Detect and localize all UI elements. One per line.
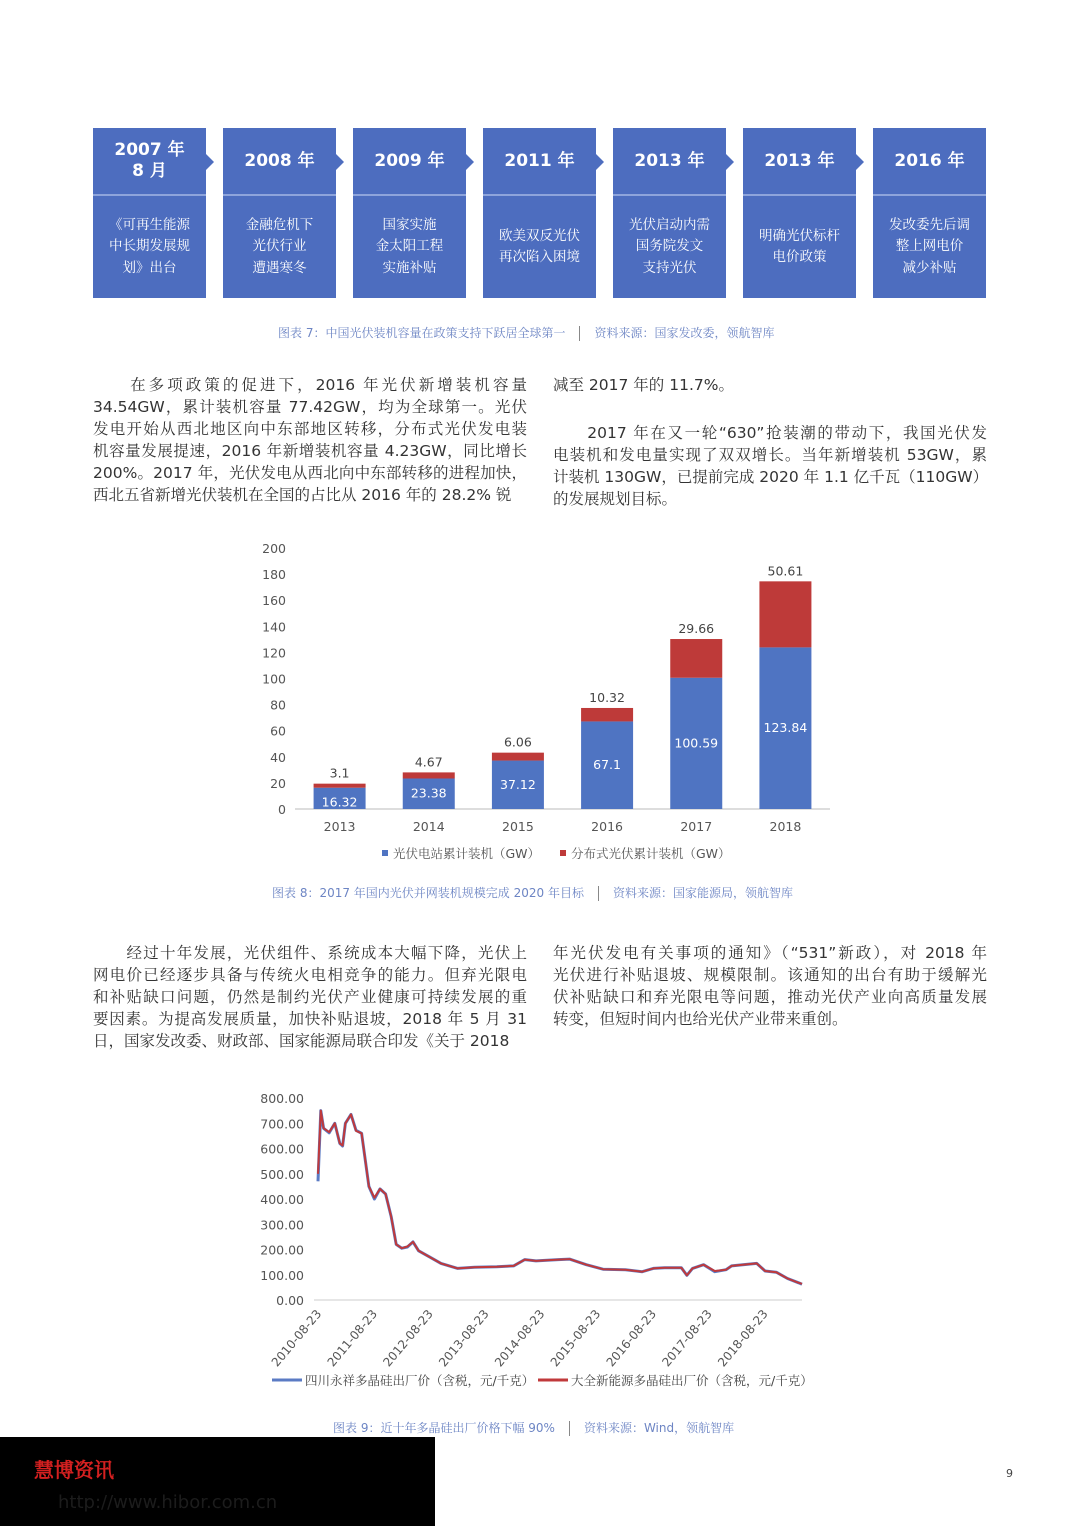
month-label: 8 月: [132, 161, 167, 181]
timeline-year: [743, 128, 856, 196]
caption-title: 图表 9：近十年多晶硅出厂价格下幅 90%: [333, 1421, 555, 1435]
text-line: 发电开始从西北地区向中东部地区转移，分布式光伏发电装: [93, 420, 527, 438]
arrow-icon: [856, 154, 864, 170]
caption-title: 图表 8：2017 年国内光伏并网装机规模完成 2020 年目标: [272, 886, 584, 900]
bar-value-label: 4.67: [414, 754, 443, 770]
bar-value-label: 100.59: [674, 735, 719, 751]
bar-value-label: 10.32: [589, 689, 625, 705]
caption-source: 资料来源：国家发改委，领航智库: [594, 326, 775, 340]
description-line: 金融危机下: [245, 216, 314, 233]
timeline-year: [223, 128, 336, 196]
timeline-item: [613, 128, 726, 298]
text-line: 2017 年在又一轮“630”抢装潮的带动下，我国光伏发: [553, 424, 987, 442]
x-tick-label: 2013: [323, 819, 356, 834]
timeline-year: [353, 128, 466, 196]
bar-segment: [403, 772, 455, 778]
y-tick-label: 0.00: [276, 1293, 304, 1308]
page-number: 9: [1006, 1467, 1013, 1480]
x-tick-label: 2012-08-23: [380, 1306, 436, 1370]
bar-segment: [492, 753, 544, 761]
x-tick-label: 2015: [502, 819, 534, 834]
bar-value-label: 50.61: [767, 563, 804, 579]
y-tick-label: 20: [270, 775, 286, 791]
y-tick-label: 800.00: [260, 1091, 304, 1106]
y-tick-label: 140: [262, 619, 286, 635]
description-line: 国务院发文: [635, 238, 704, 255]
bar-value-label: 67.1: [593, 757, 622, 773]
year-label: 2007 年: [114, 140, 185, 160]
text-line: 机容量发展提速，2016 年新增装机容量 4.23GW，同比增长: [93, 442, 527, 460]
text-line: 网电价已经逐步具备与传统火电相竞争的能力。但弃光限电: [93, 966, 527, 984]
bar-value-label: 29.66: [678, 621, 715, 637]
text-line: 年光伏发电有关事项的通知》（“531”新政），对 2018 年: [553, 944, 987, 962]
caption-source: 资料来源：Wind，领航智库: [583, 1421, 735, 1435]
text-line: 的发展规划目标。: [553, 490, 678, 508]
bar-segment: [759, 581, 811, 647]
text-line: 日，国家发改委、财政部、国家能源局联合印发《关于 2018: [93, 1032, 510, 1050]
bar-value-label: 37.12: [500, 776, 536, 792]
bar-segment: [670, 639, 722, 678]
year-label: 2011 年: [504, 150, 575, 171]
timeline-item: [483, 128, 596, 298]
timeline-description: [93, 196, 206, 298]
timeline-year: [93, 128, 206, 196]
timeline-item: [353, 128, 466, 298]
price-line-series: [318, 1111, 802, 1285]
timeline-item: [93, 128, 206, 298]
y-tick-label: 600.00: [260, 1141, 304, 1157]
paragraph-right-1b: [553, 422, 987, 510]
description-line: 中长期发展规: [109, 238, 190, 255]
text-line: 西北五省新增光伏装机在全国的占比从 2016 年的 28.2% 锐: [93, 486, 512, 504]
timeline-item: [873, 128, 986, 298]
year-label: 2008 年: [244, 150, 315, 171]
legend-swatch: [560, 850, 566, 856]
bar-segment: [314, 784, 366, 788]
paragraph-left-2: [93, 942, 527, 1052]
year-label: 2013 年: [634, 150, 705, 171]
text-line: 经过十年发展，光伏组件、系统成本大幅下降，光伏上: [93, 944, 527, 962]
watermark-url: http://www.hibor.com.cn: [58, 1492, 278, 1513]
timeline-year: [483, 128, 596, 196]
y-tick-label: 180: [262, 567, 286, 583]
figure-9-caption: [333, 1419, 734, 1436]
legend-label: 光伏电站累计装机（GW）: [393, 846, 541, 861]
figure-7-caption: [278, 324, 774, 341]
bar-value-label: 16.32: [321, 794, 358, 810]
x-tick-label: 2017: [680, 819, 713, 834]
text-line: 计装机 130GW，已提前完成 2020 年 1.1 亿千瓦（110GW）: [553, 468, 989, 486]
text-line: 转变，但短时间内也给光伏产业带来重创。: [553, 1010, 848, 1028]
legend-label: 分布式光伏累计装机（GW）: [571, 846, 731, 861]
y-tick-label: 100.00: [260, 1267, 304, 1283]
description-line: 再次陷入困境: [499, 249, 580, 265]
legend-label: 大全新能源多晶硅出厂价（含税，元/千克）: [571, 1373, 813, 1388]
legend-label: 四川永祥多晶硅出厂价（含税，元/千克）: [305, 1373, 535, 1388]
bar-value-label: 123.84: [763, 720, 808, 736]
timeline-year: [613, 128, 726, 196]
text-line: 伏补贴缺口和弃光限电等问题，推动光伏产业向高质量发展: [553, 988, 987, 1006]
description-line: 整上网电价: [895, 238, 964, 255]
y-tick-label: 500.00: [260, 1166, 304, 1182]
year-label: 2009 年: [374, 150, 445, 171]
x-tick-label: 2018-08-23: [715, 1306, 771, 1370]
y-tick-label: 0: [278, 802, 286, 817]
timeline-description: [353, 196, 466, 298]
description-line: 遭遇寒冬: [252, 259, 307, 276]
description-line: 划》出台: [122, 259, 177, 276]
description-line: 电价政策: [772, 249, 827, 265]
text-line: 在多项政策的促进下，2016 年光伏新增装机容量: [93, 376, 527, 394]
polysilicon-price-line-chart: [240, 1085, 840, 1395]
timeline-description: [613, 196, 726, 298]
x-tick-label: 2011-08-23: [324, 1306, 381, 1370]
x-tick-label: 2014-08-23: [491, 1306, 548, 1370]
text-line: 200%。2017 年，光伏发电从西北向中东部转移的进程加快，: [93, 464, 527, 482]
year-label: 2013 年: [764, 150, 835, 171]
y-tick-label: 300.00: [260, 1217, 304, 1233]
bar-value-label: 23.38: [410, 785, 447, 801]
arrow-icon: [336, 154, 344, 170]
y-tick-label: 40: [270, 749, 286, 765]
arrow-icon: [596, 154, 604, 170]
description-line: 光伏启动内需: [629, 216, 710, 233]
description-line: 实施补贴: [382, 259, 437, 276]
text-line: 光伏进行补贴退坡、规模限制。该通知的出台有助于缓解光: [553, 966, 987, 984]
price-line-series: [318, 1111, 802, 1284]
x-tick-label: 2016-08-23: [603, 1306, 660, 1370]
legend-swatch: [382, 850, 388, 856]
bar-value-label: 6.06: [503, 734, 532, 750]
x-tick-label: 2013-08-23: [436, 1306, 492, 1370]
y-tick-label: 120: [262, 645, 286, 661]
description-line: 国家实施: [382, 216, 437, 233]
arrow-icon: [206, 154, 214, 170]
timeline-description: [743, 196, 856, 298]
timeline-item: [743, 128, 856, 298]
x-tick-label: 2016: [591, 819, 623, 834]
paragraph-left-1: [93, 374, 527, 506]
bar-segment: [581, 708, 633, 721]
y-tick-label: 100: [262, 671, 286, 687]
paragraph-right-1a: [553, 374, 987, 396]
description-line: 发改委先后调: [889, 216, 970, 233]
y-tick-label: 160: [262, 593, 286, 609]
installed-capacity-bar-chart: [250, 535, 850, 870]
timeline-description: [873, 196, 986, 298]
bar-value-label: 3.1: [329, 765, 350, 781]
timeline-description: [223, 196, 336, 298]
x-tick-label: 2014: [412, 819, 445, 834]
description-line: 欧美双反光伏: [499, 227, 580, 244]
paragraph-right-2: [553, 942, 987, 1030]
x-tick-label: 2018: [769, 819, 802, 834]
arrow-icon: [466, 154, 474, 170]
x-tick-label: 2017-08-23: [659, 1306, 715, 1370]
timeline-item: [223, 128, 336, 298]
year-label: 2016 年: [894, 150, 965, 171]
description-line: 支持光伏: [642, 259, 697, 276]
timeline-year: [873, 128, 986, 196]
arrow-icon: [726, 154, 734, 170]
description-line: 光伏行业: [252, 238, 307, 255]
caption-title: 图表 7：中国光伏装机容量在政策支持下跃居全球第一: [278, 326, 566, 340]
description-line: 金太阳工程: [375, 238, 444, 255]
x-tick-label: 2015-08-23: [547, 1306, 604, 1370]
text-line: 34.54GW，累计装机容量 77.42GW，均为全球第一。光伏: [93, 398, 527, 416]
watermark-brand: 慧博资讯: [34, 1458, 114, 1482]
y-tick-label: 200: [262, 541, 286, 556]
description-line: 减少补贴: [902, 259, 957, 276]
text-line: 和补贴缺口问题，仍然是制约光伏产业健康可持续发展的重: [93, 988, 527, 1006]
figure-8-caption: [272, 884, 793, 901]
y-tick-label: 200.00: [260, 1242, 304, 1258]
y-tick-label: 60: [270, 723, 286, 739]
text-line: 要因素。为提高发展质量，加快补贴退坡，2018 年 5 月 31: [93, 1010, 527, 1028]
timeline-description: [483, 196, 596, 298]
x-tick-label: 2010-08-23: [268, 1306, 325, 1370]
text-line: 减至 2017 年的 11.7%。: [553, 376, 734, 394]
caption-source: 资料来源：国家能源局，领航智库: [612, 886, 793, 900]
text-line: 电装机和发电量实现了双双增长。当年新增装机 53GW，累: [553, 446, 987, 464]
description-line: 明确光伏标杆: [759, 227, 840, 244]
y-tick-label: 700.00: [260, 1116, 304, 1132]
y-tick-label: 400.00: [260, 1192, 304, 1207]
description-line: 《可再生能源: [109, 216, 190, 233]
watermark-banner: [0, 1437, 435, 1526]
y-tick-label: 80: [270, 697, 286, 713]
